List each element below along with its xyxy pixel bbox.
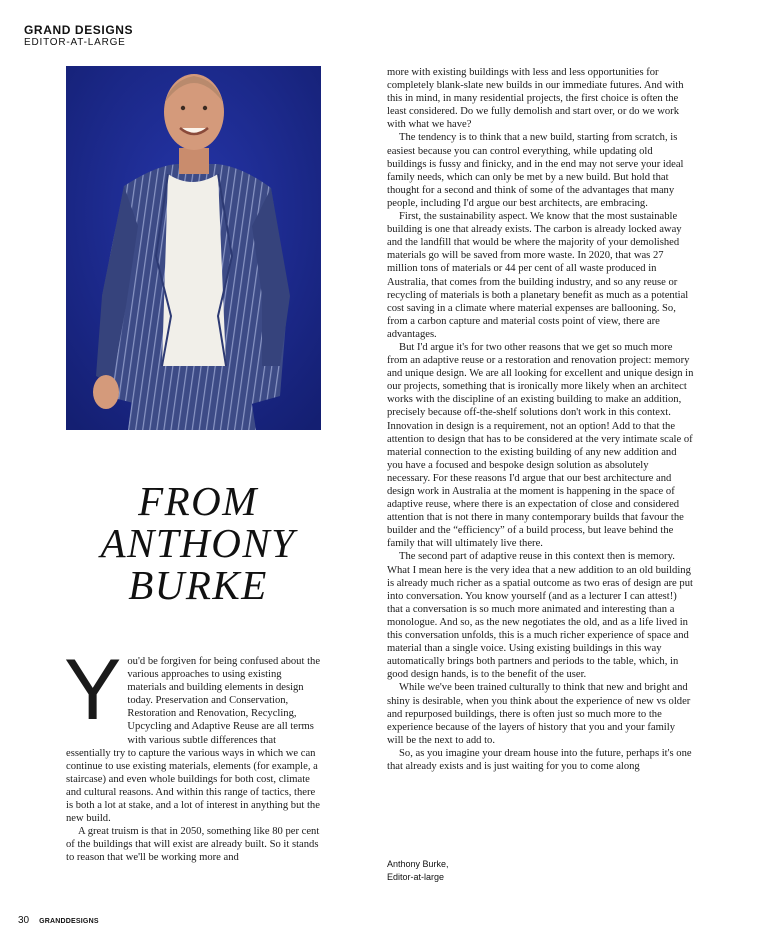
title-line-2: ANTHONY xyxy=(100,520,296,566)
signature-role: Editor-at-large xyxy=(387,872,445,882)
title-line-1: FROM xyxy=(138,478,258,524)
author-portrait-photo xyxy=(66,66,321,430)
body-paragraph: So, as you imagine your dream house into the future, perhaps it's one that already exists and is just waiting for you to come along xyxy=(387,747,692,772)
right-text-column xyxy=(387,66,694,773)
section-title: GRAND DESIGNS xyxy=(24,23,134,37)
left-text-column xyxy=(64,642,322,865)
title-line-3: BURKE xyxy=(128,562,268,608)
page-footer xyxy=(18,915,99,926)
body-paragraph: more with existing buildings with less and less opportunities for completely blank-slate new builds in our immediate futures. And with this in mind, in many residential projects, the first choice is often the least considered. Do we fully demolish and start over, or do we work with what we have? xyxy=(387,67,684,131)
author-signature xyxy=(387,858,449,884)
footer-brand: GRANDDESIGNS xyxy=(39,918,99,925)
section-subtitle: EDITOR-AT-LARGE xyxy=(24,37,126,48)
body-paragraph: First, the sustainability aspect. We know that the most sustainable building is one that already exists. The carbon is already locked away and the landfill that would be where the majority of your demolished materials go will be saved from more waste. In 2020, that was 27 million tons of materials or 44 per cent of all waste produced in Australia, that comes from the building industry, and so any reuse or recycling of materials is both a planetary benefit as much as a potential cost saving in a climate where material expenses are ballooning. So, from a carbon capture and material costs point of view, there are advantages. xyxy=(387,211,689,340)
signature-name: Anthony Burke, xyxy=(387,859,449,869)
page-number: 30 xyxy=(18,915,30,926)
body-paragraph: But I'd argue it's for two other reasons that we get so much more from an adaptive reuse or a restoration and renovation project: memory and unique design. We are all looking for excellent and unique design in our projects, something that is ironically more likely when an architect works with the discipline of an existing building to make an addition, precisely because off-the-shelf solutions don't work in this context. Innovation in design is a requirement, not an option! Add to that the attention to design that has to be considered at the very intimate scale of material connection to the existing building of any new addition and you have a focused and bespoke design solution as absolutely necessary. For these reasons I'd argue that our best architecture and design work in Australia at the moment is happening in the space of adaptive reuse, where there is an expectation of close and considered attention that is not there in many contemporary builds that favour the builder and the “efficiency” of a build process, but leave behind the family that will ultimately live there. xyxy=(387,341,694,550)
body-paragraph: A great truism is that in 2050, something like 80 per cent of the buildings that will exist are already built. So it stands to reason that we'll be working more and xyxy=(66,826,320,864)
body-paragraph: The tendency is to think that a new build, starting from scratch, is easiest because you can control everything, while updating old buildings is fussy and finicky, and in the end may not serve your ideal family needs, which can only be met by a new build. But hold that thought for a second and think of some of the advantages that many people, including I'd argue our best architects, are embracing. xyxy=(387,132,684,209)
section-header xyxy=(24,24,133,48)
article-title xyxy=(70,480,326,606)
drop-cap: Y xyxy=(64,642,122,738)
body-paragraph: The second part of adaptive reuse in this context then is memory. What I mean here is the very idea that a new addition to an old building is already much richer as a spatial outcome as two eras of design are put into conversation. You know yourself (and as a lecturer I can attest!) that a conversation is so much more animated and interesting than a monologue. And so, as the new negotiates the old, and as a life lived in this conversation unfolds, this is a much richer experience of space and material than a single voice. Using existing buildings in this way automatically brings both partners and periods to the table, which, in good design hands, is to the benefit of the user. xyxy=(387,551,693,681)
body-paragraph: While we've been trained culturally to think that new and bright and shiny is desirable, when you think about the experience of new vs older and repurposed buildings, there is often just so much more to the experience because of the layers of history that you and your family will be the next to add to. xyxy=(387,682,691,746)
body-paragraph: ou'd be forgiven for being confused about the various approaches to using existing materials and building elements in design today. Preservation and Conservation, Restoration and Renovation, Recycling, Upcycling and Adaptive Reuse are all terms with various subtle differences that essentially try to capture the various ways in which we can continue to use existing materials, elements (for example, a staircase) and even whole buildings for both cost, climate and cultural reasons. And within this range of tactics, there is both a lot at stake, and a lot of interest in anything but the new build. xyxy=(66,656,321,825)
